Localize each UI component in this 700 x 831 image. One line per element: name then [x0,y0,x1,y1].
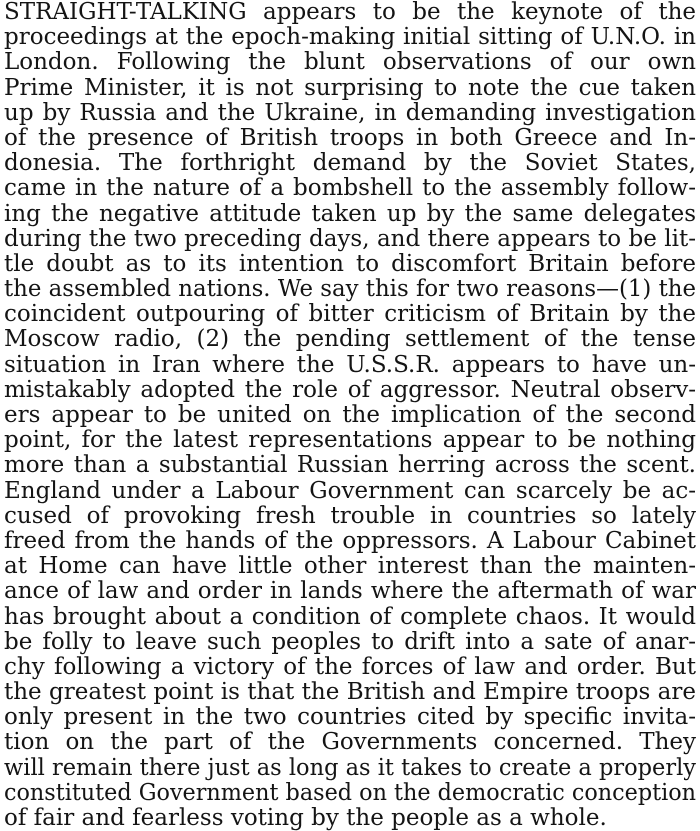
text-line: the greatest point is that the British and Empire troops are [4,679,696,706]
text-line: be folly to leave such peoples to drift into a sate of anar- [4,628,696,655]
text-line: London. Following the blunt observations of our own [4,49,696,76]
text-line: proceedings at the epoch-making initial sitting of U.N.O. in [4,24,696,51]
text-line: mistakably adopted the role of aggressor. Neutral observ- [4,376,696,403]
text-line: freed from the hands of the oppressors. A Labour Cabinet [4,527,696,554]
text-line: STRAIGHT-TALKING appears to be the keynote of the [4,0,696,25]
text-line: ance of law and order in lands where the aftermath of war [4,578,696,605]
text-line: tion on the part of the Governments concerned. They [4,729,696,756]
text-line: coincident outpouring of bitter criticism of Britain by the [4,301,696,328]
text-line: will remain there just as long as it takes to create a properly [4,754,696,781]
text-line: chy following a victory of the forces of law and order. But [4,653,696,680]
text-line: situation in Iran where the U.S.S.R. appears to have un- [4,351,696,378]
text-line: at Home can have little other interest than the mainten- [4,553,696,580]
text-line: ers appear to be united on the implication of the second [4,402,696,428]
text-line: Prime Minister, it is not surprising to note the cue taken [4,74,696,101]
article-body [4,0,696,831]
text-line: tle doubt as to its intention to discomfort Britain before [4,250,696,277]
text-line: constituted Government based on the democratic conception [4,779,696,806]
text-line: came in the nature of a bombshell to the assembly follow- [4,175,696,202]
text-line: up by Russia and the Ukraine, in demanding investigation [4,99,696,126]
text-line: England under a Labour Government can scarcely be ac- [4,477,696,504]
text-line: has brought about a condition of complete chaos. It would [4,603,696,630]
text-line: of the presence of British troops in both Greece and In- [4,124,696,151]
text-line-last: of fair and fearless voting by the people as a whole. [4,805,607,831]
text-line: the assembled nations. We say this for two reasons—(1) the [4,276,696,303]
text-line: more than a substantial Russian herring across the scent. [4,452,696,479]
text-line: donesia. The forthright demand by the Soviet States, [4,150,696,177]
text-line: point, for the latest representations appear to be nothing [4,427,696,454]
text-line: ing the negative attitude taken up by the same delegates [4,200,696,227]
text-line: Moscow radio, (2) the pending settlement of the tense [4,326,696,353]
text-line: only present in the two countries cited by specific invita- [4,704,696,731]
text-line: during the two preceding days, and there appears to be lit- [4,225,696,252]
text-line: cused of provoking fresh trouble in countries so lately [4,502,696,529]
